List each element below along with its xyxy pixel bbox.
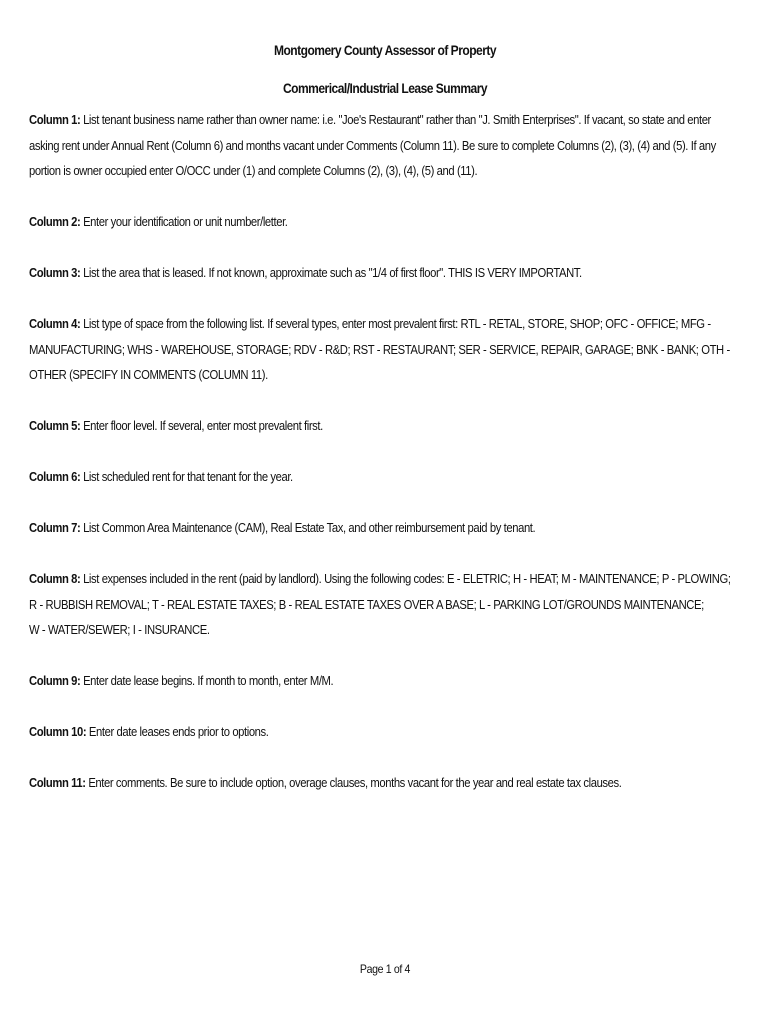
column-5-label: Column 5: bbox=[29, 419, 81, 433]
column-8-instruction bbox=[29, 567, 740, 644]
column-10-instruction bbox=[29, 720, 740, 746]
column-8-text-line2: W - WATER/SEWER; I - INSURANCE. bbox=[29, 623, 210, 637]
column-4-label: Column 4: bbox=[29, 317, 81, 331]
column-9-text: Enter date lease begins. If month to month, enter M/M. bbox=[83, 674, 334, 688]
column-1-text: List tenant business name rather than owner name: i.e. "Joe's Restaurant" rather than "J. Smith Enterprises". If vacant, so state and enter asking rent under Annual Rent (Column 6) and months vacant under Comments (Column 11). Be sure to complete Columns (2), (3), (4) and (5). If any portion is owner occupied enter O/OCC under (1) and complete Columns (2), (3), (4), (5) and (11). bbox=[29, 113, 716, 178]
column-9-label: Column 9: bbox=[29, 674, 81, 688]
document-subtitle: Commerical/Industrial Lease Summary bbox=[282, 80, 488, 96]
column-3-text: List the area that is leased. If not known, approximate such as "1/4 of first floor". THIS IS VERY IMPORTANT. bbox=[83, 266, 582, 280]
column-3-instruction bbox=[29, 261, 740, 287]
column-10-label: Column 10: bbox=[29, 725, 87, 739]
column-3-label: Column 3: bbox=[29, 266, 81, 280]
column-11-label: Column 11: bbox=[29, 776, 86, 790]
column-6-text: List scheduled rent for that tenant for the year. bbox=[83, 470, 293, 484]
page-number: Page 1 of 4 bbox=[359, 962, 411, 976]
column-6-label: Column 6: bbox=[29, 470, 81, 484]
column-1-instruction bbox=[29, 108, 740, 185]
column-4-text: List type of space from the following list. If several types, enter most prevalent first: RTL - RETAL, STORE, SHOP; OFC - OFFICE; MFG - MANUFACTURING; WHS - WAREHOUSE, STORAGE; RDV - R&D; RST - RESTAURANT; SER - SERVICE, REPAIR, GARAGE; BNK - BANK; OTH - OTHER (SPECIFY IN COMMENTS (COLUMN 11). bbox=[29, 317, 730, 382]
column-5-instruction bbox=[29, 414, 740, 440]
column-2-text: Enter your identification or unit number/letter. bbox=[83, 215, 288, 229]
instructions-body bbox=[29, 108, 741, 822]
column-6-instruction bbox=[29, 465, 740, 491]
column-7-instruction bbox=[29, 516, 740, 542]
column-8-label: Column 8: bbox=[29, 572, 81, 586]
column-5-text: Enter floor level. If several, enter most prevalent first. bbox=[83, 419, 323, 433]
column-4-instruction bbox=[29, 312, 740, 389]
column-2-instruction bbox=[29, 210, 740, 236]
column-11-text: Enter comments. Be sure to include option, overage clauses, months vacant for the year and real estate tax clauses. bbox=[88, 776, 622, 790]
column-11-instruction bbox=[29, 771, 740, 797]
column-9-instruction bbox=[29, 669, 740, 695]
column-1-label: Column 1: bbox=[29, 113, 81, 127]
column-7-label: Column 7: bbox=[29, 521, 81, 535]
column-8-text: List expenses included in the rent (paid by landlord). Using the following codes: E - ELETRIC; H - HEAT; M - MAINTENANCE; P - PLOWING; R - RUBBISH REMOVAL; T - REAL ESTATE TAXES; B - REAL ESTATE TAXES OVER A BASE; L - PARKING LOT/GROUNDS MAINTENANCE; bbox=[29, 572, 731, 612]
document-title: Montgomery County Assessor of Property bbox=[273, 42, 497, 58]
column-7-text: List Common Area Maintenance (CAM), Real Estate Tax, and other reimbursement paid by tenant. bbox=[83, 521, 536, 535]
column-10-text: Enter date leases ends prior to options. bbox=[88, 725, 269, 739]
column-2-label: Column 2: bbox=[29, 215, 81, 229]
